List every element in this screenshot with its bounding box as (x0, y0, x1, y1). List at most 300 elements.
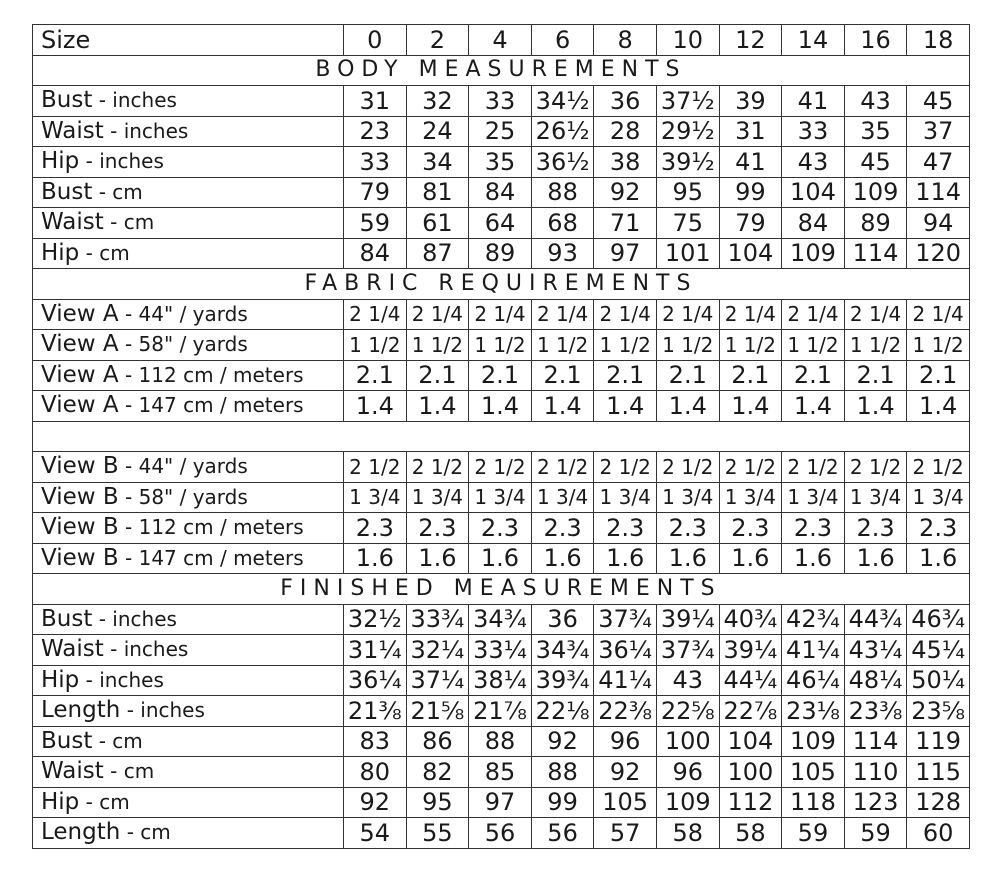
value-cell: 2 1/4 (469, 299, 532, 330)
section-title: FINISHED MEASUREMENTS (33, 574, 970, 605)
row-label-unit: - inches (79, 667, 164, 692)
value-cell: 1.4 (907, 391, 970, 422)
row-label (33, 818, 344, 849)
row-label (33, 299, 344, 330)
value-cell: 89 (469, 238, 532, 269)
value-cell: 64 (469, 208, 532, 239)
value-cell: 1 1/2 (406, 330, 469, 361)
size-4: 4 (469, 25, 532, 56)
section-header-row (33, 269, 970, 300)
value-cell: 104 (719, 238, 782, 269)
value-cell: 2 1/2 (594, 452, 657, 483)
value-cell: 2.3 (844, 513, 907, 544)
value-cell: 32 (406, 86, 469, 117)
value-cell: 83 (344, 726, 407, 757)
value-cell: 2.1 (719, 360, 782, 391)
row-label (33, 360, 344, 391)
size-12: 12 (719, 25, 782, 56)
value-cell: 44¼ (719, 665, 782, 696)
row-label-main: Bust (41, 727, 93, 754)
value-cell: 97 (469, 787, 532, 818)
value-cell: 1.6 (344, 543, 407, 574)
row-label-unit: - inches (103, 118, 189, 143)
value-cell: 2.1 (656, 360, 719, 391)
value-cell: 128 (907, 787, 970, 818)
value-cell: 96 (594, 726, 657, 757)
value-cell: 36¼ (594, 635, 657, 666)
value-cell: 114 (907, 177, 970, 208)
value-cell: 1.6 (594, 543, 657, 574)
value-cell: 46¼ (782, 665, 845, 696)
size-16: 16 (844, 25, 907, 56)
value-cell: 33 (344, 147, 407, 178)
value-cell: 45 (907, 86, 970, 117)
measurement-row (33, 116, 970, 147)
row-label-main: Bust (41, 178, 93, 205)
value-cell: 1 3/4 (656, 482, 719, 513)
value-cell: 2 1/2 (719, 452, 782, 483)
value-cell: 22⅜ (594, 696, 657, 727)
row-label-unit: - 44" / yards (118, 454, 248, 479)
size-header-row (33, 25, 970, 56)
value-cell: 1 3/4 (719, 482, 782, 513)
value-cell: 86 (406, 726, 469, 757)
measurement-row (33, 696, 970, 727)
row-label-unit: - 112 cm / meters (118, 515, 304, 540)
value-cell: 1.4 (531, 391, 594, 422)
value-cell: 1.4 (782, 391, 845, 422)
row-label-unit: - cm (103, 210, 155, 235)
value-cell: 115 (907, 757, 970, 788)
value-cell: 1 1/2 (719, 330, 782, 361)
row-label-main: View B (41, 544, 119, 571)
size-6: 6 (531, 25, 594, 56)
size-18: 18 (907, 25, 970, 56)
row-label-unit: - inches (79, 149, 164, 174)
value-cell: 1.4 (594, 391, 657, 422)
value-cell: 41 (719, 147, 782, 178)
value-cell: 2 1/2 (406, 452, 469, 483)
section-header-row (33, 55, 970, 86)
value-cell: 32½ (344, 604, 407, 635)
value-cell: 37¾ (594, 604, 657, 635)
value-cell: 59 (844, 818, 907, 849)
value-cell: 23⅛ (782, 696, 845, 727)
value-cell: 88 (531, 177, 594, 208)
value-cell: 1.4 (844, 391, 907, 422)
value-cell: 42¾ (782, 604, 845, 635)
value-cell: 59 (782, 818, 845, 849)
value-cell: 2 1/2 (531, 452, 594, 483)
value-cell: 37½ (656, 86, 719, 117)
value-cell: 48¼ (844, 665, 907, 696)
section-title: BODY MEASUREMENTS (33, 55, 970, 86)
value-cell: 2 1/4 (531, 299, 594, 330)
row-label-unit: - 147 cm / meters (118, 393, 304, 418)
section-title: FABRIC REQUIREMENTS (33, 269, 970, 300)
value-cell: 21⅜ (344, 696, 407, 727)
value-cell: 1.4 (344, 391, 407, 422)
value-cell: 2 1/2 (907, 452, 970, 483)
value-cell: 38¼ (469, 665, 532, 696)
value-cell: 2 1/2 (782, 452, 845, 483)
value-cell: 1.6 (531, 543, 594, 574)
value-cell: 43 (844, 86, 907, 117)
value-cell: 1.4 (469, 391, 532, 422)
value-cell: 71 (594, 208, 657, 239)
value-cell: 2 1/4 (844, 299, 907, 330)
value-cell: 2.3 (469, 513, 532, 544)
value-cell: 33 (469, 86, 532, 117)
row-label (33, 452, 344, 483)
measurement-row (33, 604, 970, 635)
value-cell: 2.1 (406, 360, 469, 391)
measurement-row (33, 787, 970, 818)
size-2: 2 (406, 25, 469, 56)
value-cell: 84 (344, 238, 407, 269)
row-label (33, 177, 344, 208)
row-label-main: Bust (41, 87, 93, 114)
value-cell: 2.1 (531, 360, 594, 391)
value-cell: 2.3 (594, 513, 657, 544)
value-cell: 2 1/4 (719, 299, 782, 330)
value-cell: 80 (344, 757, 407, 788)
row-label-main: Bust (41, 605, 93, 632)
row-label-unit: - cm (92, 728, 143, 753)
measurement-row (33, 482, 970, 513)
value-cell: 100 (719, 757, 782, 788)
row-label (33, 543, 344, 574)
value-cell: 92 (594, 177, 657, 208)
value-cell: 35 (469, 147, 532, 178)
row-label-unit: - cm (79, 240, 130, 265)
value-cell: 92 (594, 757, 657, 788)
row-label-main: Waist (41, 636, 104, 663)
measurement-row (33, 330, 970, 361)
row-label-main: Waist (41, 758, 104, 785)
value-cell: 41¼ (782, 635, 845, 666)
value-cell: 2 1/4 (782, 299, 845, 330)
value-cell: 39¾ (531, 665, 594, 696)
value-cell: 36¼ (344, 665, 407, 696)
value-cell: 59 (344, 208, 407, 239)
value-cell: 82 (406, 757, 469, 788)
spacer-cell (33, 421, 970, 452)
value-cell: 60 (907, 818, 970, 849)
row-label-main: View A (41, 392, 119, 419)
size-0: 0 (344, 25, 407, 56)
value-cell: 119 (907, 726, 970, 757)
value-cell: 109 (782, 238, 845, 269)
row-label (33, 238, 344, 269)
value-cell: 1 3/4 (531, 482, 594, 513)
value-cell: 1 3/4 (782, 482, 845, 513)
value-cell: 31 (344, 86, 407, 117)
row-label (33, 757, 344, 788)
value-cell: 2.3 (719, 513, 782, 544)
row-label (33, 208, 344, 239)
value-cell: 23⅝ (907, 696, 970, 727)
row-label (33, 391, 344, 422)
measurement-row (33, 391, 970, 422)
measurement-row (33, 208, 970, 239)
value-cell: 88 (531, 757, 594, 788)
value-cell: 33¼ (469, 635, 532, 666)
value-cell: 1 1/2 (907, 330, 970, 361)
value-cell: 1.6 (406, 543, 469, 574)
value-cell: 23⅜ (844, 696, 907, 727)
value-cell: 56 (469, 818, 532, 849)
value-cell: 105 (782, 757, 845, 788)
value-cell: 104 (719, 726, 782, 757)
value-cell: 1 1/2 (782, 330, 845, 361)
measurement-row (33, 665, 970, 696)
value-cell: 95 (406, 787, 469, 818)
row-label (33, 147, 344, 178)
value-cell: 1 3/4 (594, 482, 657, 513)
row-label-unit: - cm (103, 759, 155, 784)
value-cell: 84 (469, 177, 532, 208)
row-label-main: Length (41, 697, 121, 724)
row-label-unit: - 112 cm / meters (118, 362, 304, 387)
measurement-row (33, 635, 970, 666)
value-cell: 25 (469, 116, 532, 147)
row-label-unit: - cm (92, 179, 143, 204)
value-cell: 109 (782, 726, 845, 757)
value-cell: 2.1 (594, 360, 657, 391)
value-cell: 28 (594, 116, 657, 147)
row-label-main: Hip (41, 788, 80, 815)
value-cell: 1 1/2 (469, 330, 532, 361)
row-label-main: View A (41, 300, 119, 327)
value-cell: 22⅝ (656, 696, 719, 727)
value-cell: 2.3 (656, 513, 719, 544)
row-label (33, 482, 344, 513)
value-cell: 44¾ (844, 604, 907, 635)
value-cell: 37 (907, 116, 970, 147)
row-label-unit: - 147 cm / meters (118, 545, 304, 570)
value-cell: 109 (656, 787, 719, 818)
value-cell: 39¼ (719, 635, 782, 666)
size-label: Size (33, 25, 344, 56)
value-cell: 1 3/4 (406, 482, 469, 513)
value-cell: 2 1/2 (344, 452, 407, 483)
value-cell: 2 1/4 (406, 299, 469, 330)
value-cell: 2.3 (406, 513, 469, 544)
value-cell: 41 (782, 86, 845, 117)
value-cell: 39¼ (656, 604, 719, 635)
row-label-main: Hip (41, 666, 80, 693)
row-label-main: Waist (41, 117, 104, 144)
row-label-main: Length (41, 819, 121, 846)
row-label (33, 787, 344, 818)
value-cell: 55 (406, 818, 469, 849)
value-cell: 43 (656, 665, 719, 696)
row-label-main: View A (41, 361, 119, 388)
value-cell: 31¼ (344, 635, 407, 666)
value-cell: 1 3/4 (844, 482, 907, 513)
value-cell: 2.3 (344, 513, 407, 544)
value-cell: 23 (344, 116, 407, 147)
row-label-main: View A (41, 331, 119, 358)
value-cell: 105 (594, 787, 657, 818)
value-cell: 94 (907, 208, 970, 239)
measurement-row (33, 147, 970, 178)
value-cell: 1 1/2 (656, 330, 719, 361)
value-cell: 1.4 (656, 391, 719, 422)
value-cell: 29½ (656, 116, 719, 147)
value-cell: 2.3 (782, 513, 845, 544)
value-cell: 39 (719, 86, 782, 117)
value-cell: 50¼ (907, 665, 970, 696)
value-cell: 36 (594, 86, 657, 117)
row-label-unit: - cm (120, 820, 171, 845)
row-label-main: Waist (41, 209, 104, 236)
value-cell: 75 (656, 208, 719, 239)
value-cell: 2.1 (844, 360, 907, 391)
value-cell: 109 (844, 177, 907, 208)
row-label-main: Hip (41, 148, 80, 175)
row-label-main: Hip (41, 239, 80, 266)
value-cell: 37¼ (406, 665, 469, 696)
value-cell: 2.1 (469, 360, 532, 391)
value-cell: 2 1/4 (907, 299, 970, 330)
value-cell: 2.3 (907, 513, 970, 544)
value-cell: 45 (844, 147, 907, 178)
measurement-row (33, 543, 970, 574)
value-cell: 118 (782, 787, 845, 818)
row-label-unit: - 58" / yards (118, 484, 248, 509)
row-label (33, 513, 344, 544)
value-cell: 2.1 (782, 360, 845, 391)
value-cell: 22⅛ (531, 696, 594, 727)
row-label-unit: - inches (120, 698, 205, 723)
size-8: 8 (594, 25, 657, 56)
value-cell: 35 (844, 116, 907, 147)
spacer-row (33, 421, 970, 452)
row-label (33, 726, 344, 757)
value-cell: 100 (656, 726, 719, 757)
value-cell: 38 (594, 147, 657, 178)
value-cell: 2.1 (344, 360, 407, 391)
row-label-main: View B (41, 483, 119, 510)
value-cell: 36 (531, 604, 594, 635)
value-cell: 1.4 (406, 391, 469, 422)
row-label-unit: - 58" / yards (118, 332, 248, 357)
value-cell: 22⅞ (719, 696, 782, 727)
value-cell: 123 (844, 787, 907, 818)
value-cell: 41¼ (594, 665, 657, 696)
value-cell: 1 3/4 (907, 482, 970, 513)
row-label (33, 330, 344, 361)
value-cell: 31 (719, 116, 782, 147)
value-cell: 1 3/4 (469, 482, 532, 513)
value-cell: 114 (844, 238, 907, 269)
value-cell: 97 (594, 238, 657, 269)
value-cell: 1.6 (782, 543, 845, 574)
value-cell: 26½ (531, 116, 594, 147)
row-label (33, 86, 344, 117)
row-label (33, 665, 344, 696)
measurement-row (33, 360, 970, 391)
size-14: 14 (782, 25, 845, 56)
row-label-unit: - 44" / yards (118, 301, 248, 326)
value-cell: 43 (782, 147, 845, 178)
measurement-row (33, 452, 970, 483)
value-cell: 54 (344, 818, 407, 849)
value-cell: 104 (782, 177, 845, 208)
value-cell: 114 (844, 726, 907, 757)
value-cell: 79 (344, 177, 407, 208)
value-cell: 2 1/4 (656, 299, 719, 330)
value-cell: 92 (531, 726, 594, 757)
measurement-row (33, 513, 970, 544)
value-cell: 88 (469, 726, 532, 757)
value-cell: 1.6 (907, 543, 970, 574)
value-cell: 33 (782, 116, 845, 147)
value-cell: 34½ (531, 86, 594, 117)
value-cell: 21⅞ (469, 696, 532, 727)
value-cell: 79 (719, 208, 782, 239)
value-cell: 87 (406, 238, 469, 269)
value-cell: 2.3 (531, 513, 594, 544)
value-cell: 57 (594, 818, 657, 849)
measurement-row (33, 299, 970, 330)
value-cell: 1 3/4 (344, 482, 407, 513)
row-label-unit: - cm (79, 789, 130, 814)
value-cell: 89 (844, 208, 907, 239)
measurement-row (33, 177, 970, 208)
value-cell: 2 1/2 (469, 452, 532, 483)
size-10: 10 (656, 25, 719, 56)
measurement-row (33, 818, 970, 849)
value-cell: 92 (344, 787, 407, 818)
value-cell: 1.6 (656, 543, 719, 574)
chart-body (33, 25, 970, 849)
value-cell: 93 (531, 238, 594, 269)
size-chart-table (32, 24, 970, 849)
value-cell: 1.4 (719, 391, 782, 422)
value-cell: 112 (719, 787, 782, 818)
value-cell: 2.1 (907, 360, 970, 391)
value-cell: 95 (656, 177, 719, 208)
value-cell: 24 (406, 116, 469, 147)
row-label-unit: - inches (92, 88, 177, 113)
value-cell: 96 (656, 757, 719, 788)
value-cell: 110 (844, 757, 907, 788)
value-cell: 2 1/2 (656, 452, 719, 483)
value-cell: 1 1/2 (594, 330, 657, 361)
row-label-unit: - inches (103, 637, 189, 662)
value-cell: 99 (719, 177, 782, 208)
row-label (33, 696, 344, 727)
value-cell: 58 (719, 818, 782, 849)
value-cell: 1.6 (719, 543, 782, 574)
row-label-unit: - inches (92, 606, 177, 631)
value-cell: 2 1/4 (344, 299, 407, 330)
value-cell: 2 1/4 (594, 299, 657, 330)
measurement-row (33, 726, 970, 757)
value-cell: 39½ (656, 147, 719, 178)
value-cell: 56 (531, 818, 594, 849)
value-cell: 34¾ (531, 635, 594, 666)
value-cell: 21⅝ (406, 696, 469, 727)
row-label (33, 604, 344, 635)
value-cell: 58 (656, 818, 719, 849)
measurement-row (33, 757, 970, 788)
value-cell: 85 (469, 757, 532, 788)
value-cell: 40¾ (719, 604, 782, 635)
